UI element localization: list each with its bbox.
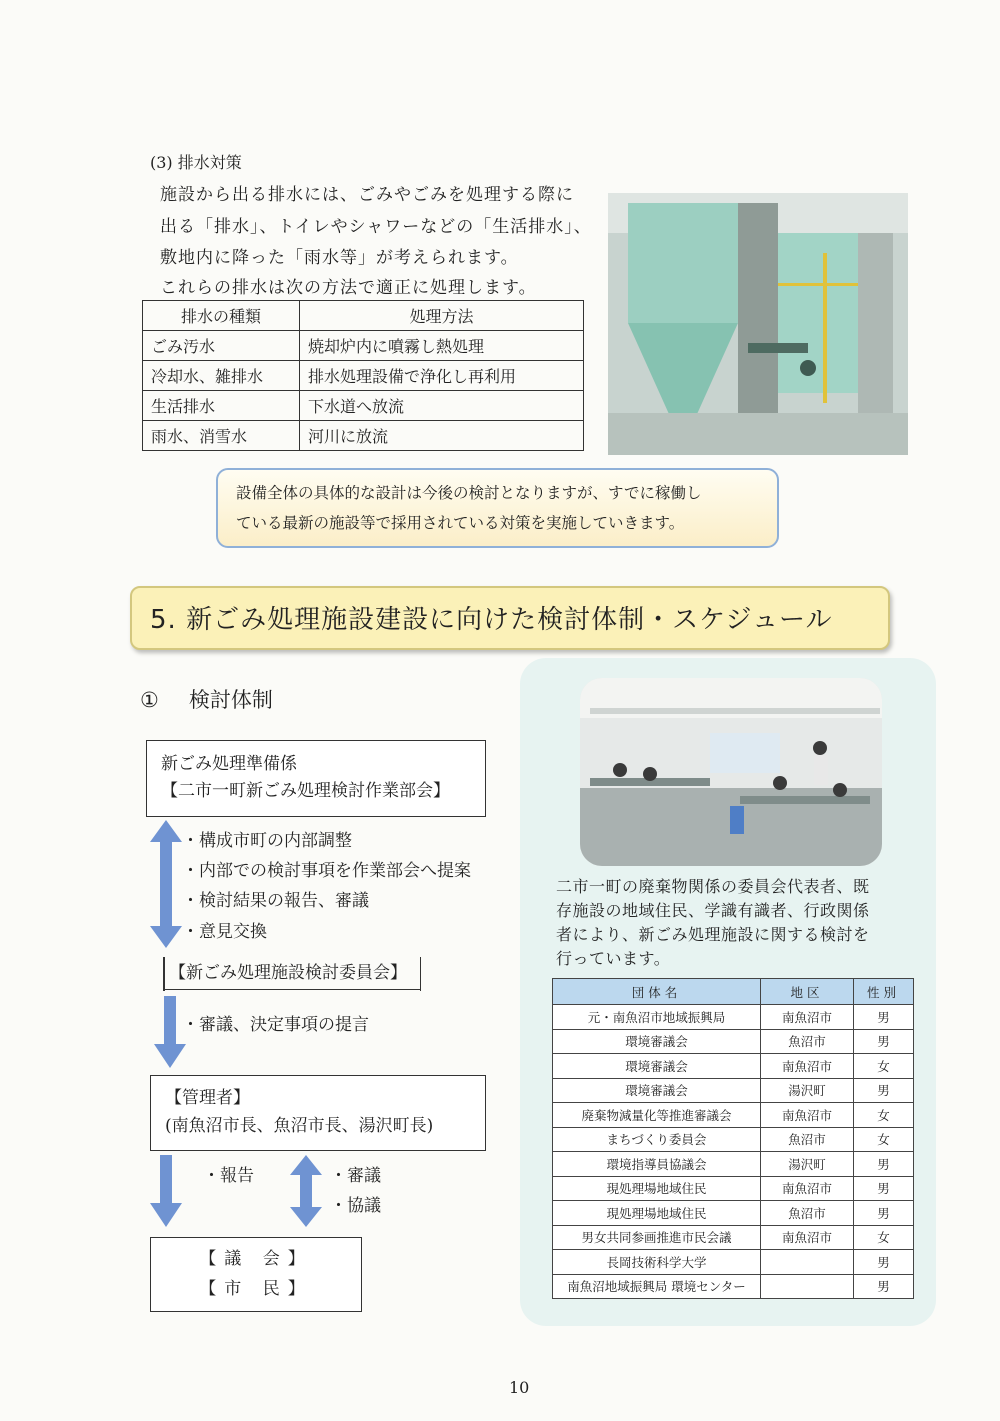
double-arrow-icon xyxy=(150,820,182,948)
section-heading-drainage: (3) 排水対策 xyxy=(150,153,242,172)
table-row xyxy=(553,1029,914,1054)
table-row xyxy=(553,1054,914,1079)
table-header: 団体名 xyxy=(553,979,761,1005)
table-cell: 女 xyxy=(854,1127,914,1152)
org-box-administrator xyxy=(150,1075,486,1151)
caption-line: 者により、新ごみ処理施設に関する検討を xyxy=(556,925,870,944)
committee-members-table xyxy=(552,978,914,1299)
table-cell: 魚沼市 xyxy=(761,1029,854,1054)
table-cell: 男 xyxy=(854,1274,914,1299)
design-note-box xyxy=(216,468,779,548)
table-cell: 男 xyxy=(854,1152,914,1177)
table-cell xyxy=(761,1274,854,1299)
org-box-line: 新ごみ処理準備係 xyxy=(161,754,297,774)
table-cell: 下水道へ放流 xyxy=(300,391,584,421)
bullet-item: ・意見交換 xyxy=(182,922,267,942)
table-cell: 南魚沼市 xyxy=(761,1005,854,1030)
table-cell: 現処理場地域住民 xyxy=(553,1201,761,1226)
table-cell: 南魚沼市 xyxy=(761,1054,854,1079)
table-row xyxy=(553,1078,914,1103)
bullet-item: ・審議、決定事項の提言 xyxy=(182,1015,369,1035)
bullet-item: ・協議 xyxy=(330,1196,381,1216)
table-cell: 環境審議会 xyxy=(553,1078,761,1103)
table-cell xyxy=(761,1250,854,1275)
bullet-item: ・検討結果の報告、審議 xyxy=(182,891,369,911)
table-cell: 排水処理設備で浄化し再利用 xyxy=(300,361,584,391)
page-number: 10 xyxy=(509,1378,530,1397)
table-cell: 元・南魚沼市地域振興局 xyxy=(553,1005,761,1030)
table-header: 性別 xyxy=(854,979,914,1005)
paragraph-line: 敷地内に降った「雨水等」が考えられます。 xyxy=(160,248,519,268)
table-cell: 廃棄物減量化等推進審議会 xyxy=(553,1103,761,1128)
table-cell: 河川に放流 xyxy=(300,421,584,451)
caption-line: 二市一町の廃棄物関係の委員会代表者、既 xyxy=(556,877,870,896)
bullet-item: ・構成市町の内部調整 xyxy=(182,831,352,851)
table-cell: 生活排水 xyxy=(143,391,300,421)
drainage-table xyxy=(142,300,584,451)
table-cell: 湯沢町 xyxy=(761,1152,854,1177)
table-cell: 女 xyxy=(854,1225,914,1250)
table-header-row xyxy=(553,979,914,1005)
table-cell: 魚沼市 xyxy=(761,1201,854,1226)
note-line: ている最新の施設等で採用されている対策を実施していきます。 xyxy=(236,514,685,532)
table-cell: 男 xyxy=(854,1176,914,1201)
section-banner: 5. 新ごみ処理施設建設に向けた検討体制・スケジュール xyxy=(130,586,890,650)
table-cell: まちづくり委員会 xyxy=(553,1127,761,1152)
table-row xyxy=(553,1250,914,1275)
org-box-line: 【管理者】 xyxy=(165,1088,250,1108)
table-cell: 湯沢町 xyxy=(761,1078,854,1103)
table-cell: 男 xyxy=(854,1005,914,1030)
table-header: 排水の種類 xyxy=(143,301,300,331)
table-cell: 南魚沼地域振興局 環境センター xyxy=(553,1274,761,1299)
org-box-line: 【新ごみ処理施設検討委員会】 xyxy=(169,963,407,983)
table-cell: 男 xyxy=(854,1201,914,1226)
table-row xyxy=(143,421,584,451)
org-box-working-group xyxy=(146,740,486,817)
table-cell: 南魚沼市 xyxy=(761,1103,854,1128)
table-cell: 魚沼市 xyxy=(761,1127,854,1152)
double-arrow-icon xyxy=(290,1155,322,1227)
bullet-item: ・審議 xyxy=(330,1166,381,1186)
table-cell: 男 xyxy=(854,1250,914,1275)
table-header: 地区 xyxy=(761,979,854,1005)
table-row xyxy=(553,1152,914,1177)
meeting-photo xyxy=(580,678,882,866)
table-cell: 雨水、消雪水 xyxy=(143,421,300,451)
report-label: ・報告 xyxy=(203,1166,254,1186)
table-header: 処理方法 xyxy=(300,301,584,331)
table-row xyxy=(553,1274,914,1299)
table-row xyxy=(553,1103,914,1128)
table-cell: 環境指導員協議会 xyxy=(553,1152,761,1177)
committee-caption xyxy=(556,875,906,971)
org-box-line: (南魚沼市長、魚沼市長、湯沢町長) xyxy=(165,1116,434,1136)
org-box-line: 【二市一町新ごみ処理検討作業部会】 xyxy=(161,781,450,801)
table-row xyxy=(143,391,584,421)
table-cell: 南魚沼市 xyxy=(761,1176,854,1201)
table-cell: 長岡技術科学大学 xyxy=(553,1250,761,1275)
sub-heading-number: ① xyxy=(140,688,159,712)
table-cell: 現処理場地域住民 xyxy=(553,1176,761,1201)
sub-heading xyxy=(140,684,273,714)
table-cell: 女 xyxy=(854,1054,914,1079)
paragraph-line: これらの排水は次の方法で適正に処理します。 xyxy=(160,278,537,298)
table-cell: ごみ汚水 xyxy=(143,331,300,361)
table-cell: 女 xyxy=(854,1103,914,1128)
note-line: 設備全体の具体的な設計は今後の検討となりますが、すでに稼働し xyxy=(236,484,702,502)
org-box-line: 【市 民】 xyxy=(199,1279,313,1299)
table-cell: 環境審議会 xyxy=(553,1029,761,1054)
table-row xyxy=(143,361,584,391)
table-row xyxy=(553,1005,914,1030)
down-arrow-icon xyxy=(150,1155,182,1227)
table-row xyxy=(143,331,584,361)
table-row xyxy=(553,1176,914,1201)
table-row xyxy=(553,1127,914,1152)
caption-line: 行っています。 xyxy=(556,949,671,968)
table-row xyxy=(553,1201,914,1226)
sub-heading-title: 検討体制 xyxy=(188,688,273,712)
table-cell: 環境審議会 xyxy=(553,1054,761,1079)
table-row xyxy=(553,1225,914,1250)
table-cell: 焼却炉内に噴霧し熱処理 xyxy=(300,331,584,361)
org-box-committee xyxy=(163,957,421,990)
table-cell: 男女共同参画推進市民会議 xyxy=(553,1225,761,1250)
org-box-line: 【議 会】 xyxy=(199,1249,313,1269)
table-cell: 男 xyxy=(854,1078,914,1103)
table-cell: 南魚沼市 xyxy=(761,1225,854,1250)
org-box-council-citizens xyxy=(150,1237,362,1312)
table-header-row xyxy=(143,301,584,331)
bullet-item: ・内部での検討事項を作業部会へ提案 xyxy=(182,861,471,881)
table-cell: 冷却水、雑排水 xyxy=(143,361,300,391)
paragraph-line: 出る「排水」、トイレやシャワーなどの「生活排水」、 xyxy=(160,217,592,237)
table-cell: 男 xyxy=(854,1029,914,1054)
paragraph-line: 施設から出る排水には、ごみやごみを処理する際に xyxy=(160,185,574,205)
wastewater-facility-photo xyxy=(608,193,908,455)
caption-line: 存施設の地域住民、学識有識者、行政関係 xyxy=(556,901,870,920)
